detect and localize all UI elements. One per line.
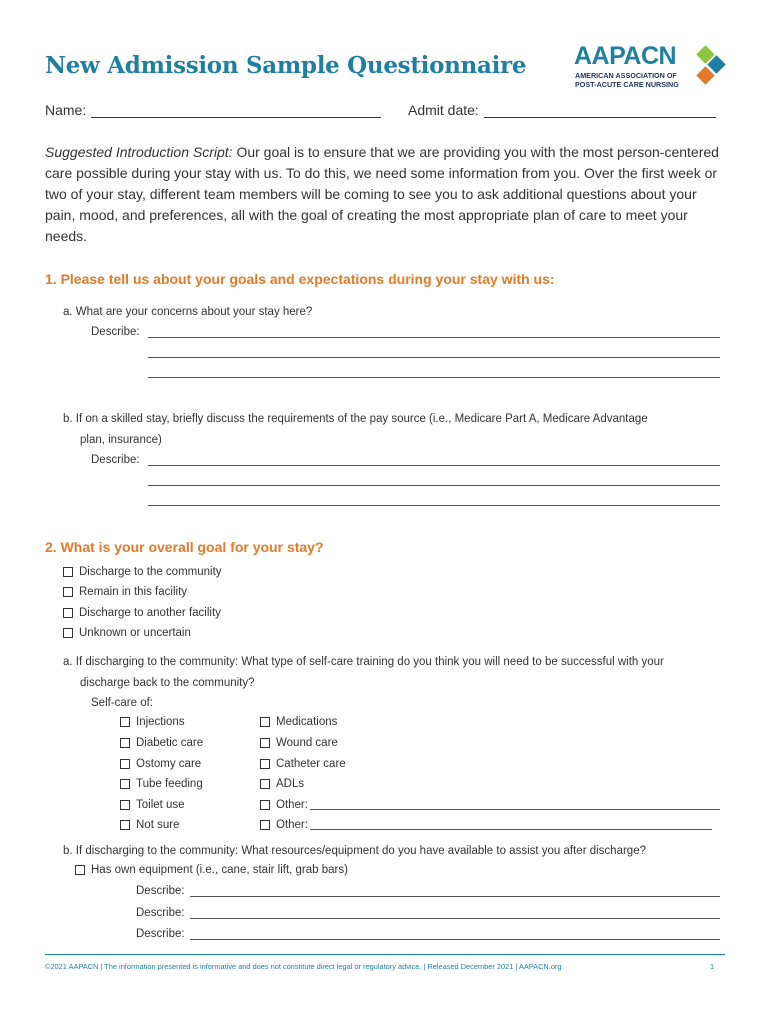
question-1b-answer-line[interactable]	[148, 485, 720, 486]
selfcare-medications[interactable]: Medications	[260, 716, 337, 728]
question-1a-answer-line[interactable]	[148, 377, 720, 378]
other-1-field[interactable]	[310, 800, 720, 810]
option-unknown[interactable]: Unknown or uncertain	[63, 627, 191, 639]
question-1a-describe-label: Describe:	[91, 326, 140, 338]
question-1b-answer-line[interactable]	[148, 505, 720, 506]
selfcare-tube-feeding[interactable]: Tube feeding	[120, 778, 203, 790]
question-1-title: 1. Please tell us about your goals and expectations during your stay with us:	[45, 271, 555, 287]
checkbox-icon[interactable]	[120, 759, 130, 769]
equipment-describe-label: Describe:	[136, 907, 185, 919]
question-1b-line2: plan, insurance)	[80, 434, 162, 446]
question-2-title: 2. What is your overall goal for your stay?	[45, 539, 324, 555]
equipment-describe-line[interactable]	[190, 939, 720, 940]
admit-date-label: Admit date:	[408, 102, 479, 118]
checkbox-icon[interactable]	[63, 628, 73, 638]
selfcare-adls[interactable]: ADLs	[260, 778, 304, 790]
option-discharge-community[interactable]: Discharge to the community	[63, 566, 222, 578]
checkbox-icon[interactable]	[63, 587, 73, 597]
checkbox-icon[interactable]	[260, 779, 270, 789]
logo-subtitle-line2: POST-ACUTE CARE NURSING	[575, 80, 679, 89]
selfcare-ostomy-care[interactable]: Ostomy care	[120, 758, 201, 770]
checkbox-icon[interactable]	[120, 820, 130, 830]
other-2-field[interactable]	[310, 820, 712, 830]
checkbox-icon[interactable]	[75, 865, 85, 875]
checkbox-icon[interactable]	[63, 608, 73, 618]
name-row	[45, 102, 381, 118]
selfcare-other-1[interactable]: Other:	[260, 799, 720, 811]
logo-subtitle-line1: AMERICAN ASSOCIATION OF	[575, 71, 677, 80]
option-remain-facility[interactable]: Remain in this facility	[63, 586, 187, 598]
equipment-describe-line[interactable]	[190, 918, 720, 919]
question-2a-line1: a. If discharging to the community: What type of self-care training do you think you will need to be successful with your	[63, 656, 664, 668]
selfcare-other-2[interactable]: Other:	[260, 819, 712, 831]
equipment-describe-label: Describe:	[136, 885, 185, 897]
question-1b-line1: b. If on a skilled stay, briefly discuss the requirements of the pay source (i.e., Medicare Part A, Medicare Advantage	[63, 413, 648, 425]
question-1a: a. What are your concerns about your stay here?	[63, 306, 313, 318]
logo-wordmark: AAPACN	[574, 42, 677, 70]
question-2b: b. If discharging to the community: What resources/equipment do you have available to assist you after discharge?	[63, 845, 646, 857]
checkbox-icon[interactable]	[120, 717, 130, 727]
intro-text: Our goal is to ensure that we are providing you with the most person-centered care possible during your stay with us. To do this, we need some information from you. Over the first week or two of your stay, different team members will be coming to see you to ask additional questions about your pain, mood, and preferences, all with the goal of creating the most appropriate plan of care to meet your needs.	[45, 144, 719, 244]
checkbox-icon[interactable]	[120, 800, 130, 810]
self-care-label: Self-care of:	[91, 697, 153, 709]
checkbox-icon[interactable]	[260, 820, 270, 830]
checkbox-icon[interactable]	[63, 567, 73, 577]
question-1b-describe-label: Describe:	[91, 454, 140, 466]
question-2a-line2: discharge back to the community?	[80, 677, 255, 689]
admit-date-row	[408, 102, 716, 118]
footer-divider	[45, 954, 725, 955]
footer-text: ©2021 AAPACN | The information presented is informative and does not constitute direct legal or regulatory advice. | Released December 2021 | AAPACN.org	[45, 962, 562, 971]
name-label: Name:	[45, 102, 87, 118]
equipment-describe-label: Describe:	[136, 928, 185, 940]
option-discharge-another-facility[interactable]: Discharge to another facility	[63, 607, 221, 619]
selfcare-toilet-use[interactable]: Toilet use	[120, 799, 185, 811]
selfcare-injections[interactable]: Injections	[120, 716, 185, 728]
page-number: 1	[710, 962, 715, 971]
question-1b-answer-line[interactable]	[148, 465, 720, 466]
name-field[interactable]	[91, 104, 381, 118]
checkbox-icon[interactable]	[260, 717, 270, 727]
checkbox-icon[interactable]	[260, 759, 270, 769]
aapacn-logo	[572, 42, 732, 98]
question-1a-answer-line[interactable]	[148, 337, 720, 338]
checkbox-icon[interactable]	[120, 779, 130, 789]
selfcare-diabetic-care[interactable]: Diabetic care	[120, 737, 203, 749]
intro-script	[45, 142, 725, 247]
question-1a-answer-line[interactable]	[148, 357, 720, 358]
selfcare-wound-care[interactable]: Wound care	[260, 737, 338, 749]
checkbox-icon[interactable]	[120, 738, 130, 748]
checkbox-icon[interactable]	[260, 738, 270, 748]
admit-date-field[interactable]	[484, 104, 716, 118]
page-title: New Admission Sample Questionnaire	[45, 52, 527, 79]
checkbox-icon[interactable]	[260, 800, 270, 810]
has-own-equipment[interactable]: Has own equipment (i.e., cane, stair lift, grab bars)	[75, 864, 348, 876]
selfcare-not-sure[interactable]: Not sure	[120, 819, 179, 831]
equipment-describe-line[interactable]	[190, 896, 720, 897]
selfcare-catheter-care[interactable]: Catheter care	[260, 758, 346, 770]
intro-lead: Suggested Introduction Script:	[45, 144, 233, 160]
